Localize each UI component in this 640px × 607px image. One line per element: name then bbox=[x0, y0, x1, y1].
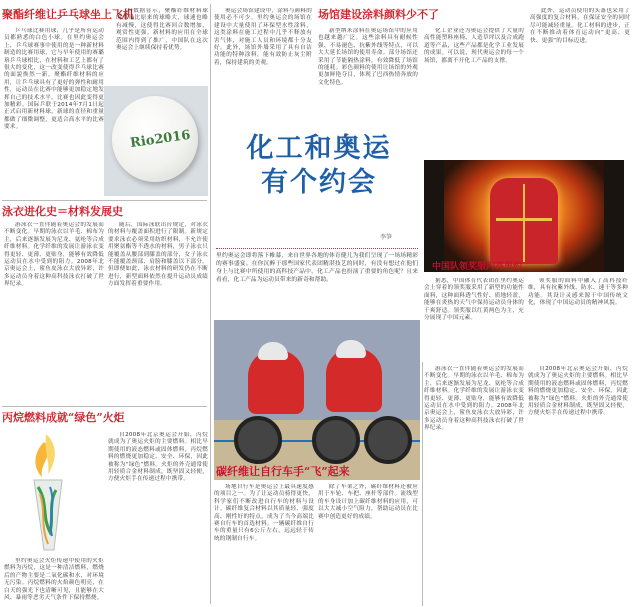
main-title-line1: 化工和奥运 bbox=[246, 133, 392, 164]
cyclist-1-helmet bbox=[258, 342, 288, 360]
headline-venue: 场馆建设涂料颜料少不了 bbox=[318, 8, 439, 21]
headline-cycling: 碳纤维让自行车手“飞”起来 bbox=[216, 465, 350, 478]
bike-wheel-3 bbox=[364, 416, 412, 464]
jacket-stripe bbox=[496, 218, 552, 221]
torch-icon bbox=[4, 432, 90, 557]
article-pingpong-col2: 有数据显示，聚酯纤维材料球的重量比原来的球略大，球速也略有减慢，这使得比赛回合数增加，观赏性更强。新材料的应用在全球范围内得到了推广，中国队在这次奥运会上继续保持着优势。 bbox=[116, 8, 208, 52]
column-divider bbox=[422, 362, 423, 606]
cycling-image bbox=[214, 320, 420, 480]
article-swim-col1: 游泳衣一直伴随着奥运会的发展而不断变化。早期的泳衣以羊毛、棉布为主，后来逐渐发展为尼龙、氨纶等合成纤维材料。化学纤维的发展让游泳衣变得更轻、更薄、更贴身，能够有效降低运动员在水中受到的阻力。2008年北京奥运会上，鲨鱼皮泳衣大放异彩，许多运动员身着这种高科技泳衣打破了世界纪录。 bbox=[4, 222, 104, 288]
column-divider bbox=[210, 4, 211, 604]
divider bbox=[2, 406, 207, 407]
pingpong-ball bbox=[112, 96, 198, 182]
torch-image bbox=[4, 432, 90, 557]
article-jacket-col2: 领奖服的面料中融入了高科技纤维，具有抗紫外线、防水、速干等多种功能。其设计灵感来源于中国传统文化，体现了中国运动员的精神风貌。 bbox=[528, 278, 628, 307]
headline-torch: 丙烷燃料成就“绿色”火炬 bbox=[2, 411, 125, 424]
article-venue-col1: 奥运会场馆建设中，涂料与颜料的使用必不可少。里约奥运会的场馆在建设中大量使用了环保型水性涂料，这类涂料在施工过程中几乎不释放有害气体，对施工人员和环境都十分友好。此外，场馆外墙采用了具有自洁功能的特种涂料，能有效防止灰尘附着，保持建筑的美观。 bbox=[214, 8, 312, 66]
bike-wheel-2 bbox=[312, 416, 360, 464]
main-title bbox=[214, 132, 424, 232]
article-venue-col3: 化工企业还为奥运会提供了大量的高性能塑料座椅、人造草坪以及合成跑道等产品，这些产品都是化学工业发展的成果。可以说，现代奥运会的每一个场馆，都离不开化工产品的支撑。 bbox=[424, 28, 524, 64]
main-title-line2: 有个约会 bbox=[261, 167, 377, 198]
headline-swimsuit: 泳衣进化史＝材料发展史 bbox=[2, 205, 123, 218]
cyclist-2-helmet bbox=[336, 340, 366, 358]
article-torch-col2: 自2008年北京奥运会开始，丙烷就成为了奥运火炬的主要燃料。相比早期使用的液态燃料或固体燃料，丙烷燃料的燃烧更加稳定、安全、环保，因此被称为“绿色”燃料。火炬的外壳通常使用轻质合金材料制成，既坚固又轻便，方便火炬手在传递过程中携带。 bbox=[108, 432, 208, 483]
intro-quote: 里约奥运会即将落下帷幕，来自世界各地的体育健儿为我们呈现了一场场精彩的赛事盛宴。在你沉醉于那些国家代表团精湛技艺的同时，有没有想过在他们身上与比赛中所使用的高科技产品中，化工产品也扮演了重要的角色呢？且来看看，化工产品为运动员带来的新奇和帮助。 bbox=[216, 253, 418, 283]
jacket-image bbox=[424, 160, 624, 272]
divider bbox=[2, 200, 207, 201]
jacket-shape bbox=[490, 178, 558, 264]
bike-wheel-1 bbox=[234, 416, 282, 464]
headline-pingpong: 聚酯纤维让乒乓球坐上飞机 bbox=[2, 8, 134, 21]
article-torch-col1: 里约奥运会火炬传递中使用的火炬燃料为丙烷，这是一种清洁燃料，燃烧后的产物主要是二氧化碳和水，对环境无污染。丙烷燃料的火焰颜色明亮，在白天的强光下也清晰可见，且能够在大风、暴雨等恶劣天气条件下保持燃烧。 bbox=[4, 558, 104, 602]
pingpong-ball-image bbox=[104, 86, 208, 196]
article-right-col-lower1: 游泳衣一直伴随着奥运会的发展而不断变化。早期的泳衣以羊毛、棉布为主，后来逐渐发展为尼龙、氨纶等合成纤维材料。化学纤维的发展让游泳衣变得更轻、更薄、更贴身，能够有效降低运动员在水中受到的阻力。2008年北京奥运会上，鲨鱼皮泳衣大放异彩，许多运动员身着这种高科技泳衣打破了世界纪录。 bbox=[424, 366, 524, 432]
article-venue-col2: 新型纳米涂料在奥运场馆中的应用也越来越广泛。这些涂料具有耐候性强、不易褪色、抗紫外线等特点，可以大大延长场馆的使用寿命。部分场馆还采用了节能隔热涂料，有效降低了场馆的能耗。彩色颜料的使用让场馆的外观更加鲜艳夺目，体现了巴西热情奔放的文化特色。 bbox=[318, 28, 418, 86]
article-right-col-top: 此外，运动员使用的头盔也采用了高强度的复合材料，在保证安全的同时尽可能减轻重量。化工材料的进步，正在不断推动着体育运动向“更高、更快、更强”的目标迈进。 bbox=[530, 8, 630, 44]
article-pingpong-col1: 乒乓球比赛用球，几乎是所有运动员都熟悉的白色小球。在里约奥运会上，乒乓球赛事中使用的是一种新材料制造的比赛用球，它与早年使用的赛璐珞乒乓球相比，在材料和工艺上都有了很大的变化，这一改变使得乒乓球比赛的面貌焕然一新。聚酯纤维材料的应用，让乒乓球具有了更好的弹性和耐用性，运动员在比赛中能够更加稳定地发挥自己的技术水平，比赛也因此变得更加精彩。国际乒联于2014年7月1日起正式启用新材料球，新球的直径和重量都做了细微调整，更适合高水平的比赛要求。 bbox=[4, 28, 104, 131]
article-jacket-col1: 据悉，中国体育代表团在里约奥运会上穿着的领奖服采用了新型的功能性面料，这种面料透气性好、质地轻盈，能够在炎热的天气中保持运动员身体的干爽舒适。领奖服以红黄两色为主，充分展现了中国元素。 bbox=[424, 278, 524, 322]
jacket-zipper bbox=[523, 184, 525, 262]
quote-rule-top bbox=[216, 248, 418, 249]
jacket-caption: 中国队领奖服闪亮里约 bbox=[432, 262, 523, 272]
article-cycling-col1: 场地自行车是奥运会上最具速度感的项目之一。为了让运动员骑得更快，科学家们不断改进自行车的材料与设计。碳纤维复合材料以其质量轻、强度高、刚性好的特点，成为了当今高端比赛自行车的首选材料。一辆碳纤维自行车的重量只有6公斤左右，远远轻于传统的钢制自行车。 bbox=[214, 484, 314, 542]
byline-author: 李笋 bbox=[380, 234, 393, 241]
article-swim-col2: 随后，国际泳联出台规定，对泳衣的材料与覆盖面积进行了限制。新规定要求泳衣必须采用纺织材料，不允许使用聚氨酯等不透水的材料，男子泳衣只能覆盖从腰部到膝盖的部分，女子泳衣不能覆盖颈部、肩膀和膝盖以下部分。但即便如此，泳衣材料的研发仍在不断进行，新型面料依然在提升运动员成绩方面发挥着重要作用。 bbox=[108, 222, 208, 288]
article-cycling-col2: 除了车架之外，碳纤维材料还被应用于车轮、车把、座杆等部件。流线型的车身设计加上碳纤维材料的应用，可以大大减小空气阻力，帮助运动员在比赛中创造更好的成绩。 bbox=[318, 484, 418, 520]
rio-logo-print: Rio2016 bbox=[129, 127, 192, 152]
article-right-col-lower2: 自2008年北京奥运会开始，丙烷就成为了奥运火炬的主要燃料。相比早期使用的液态燃料或固体燃料，丙烷燃料的燃烧更加稳定、安全、环保，因此被称为“绿色”燃料。火炬的外壳通常使用轻质合金材料制成，既坚固又轻便，方便火炬手在传递过程中携带。 bbox=[528, 366, 628, 417]
